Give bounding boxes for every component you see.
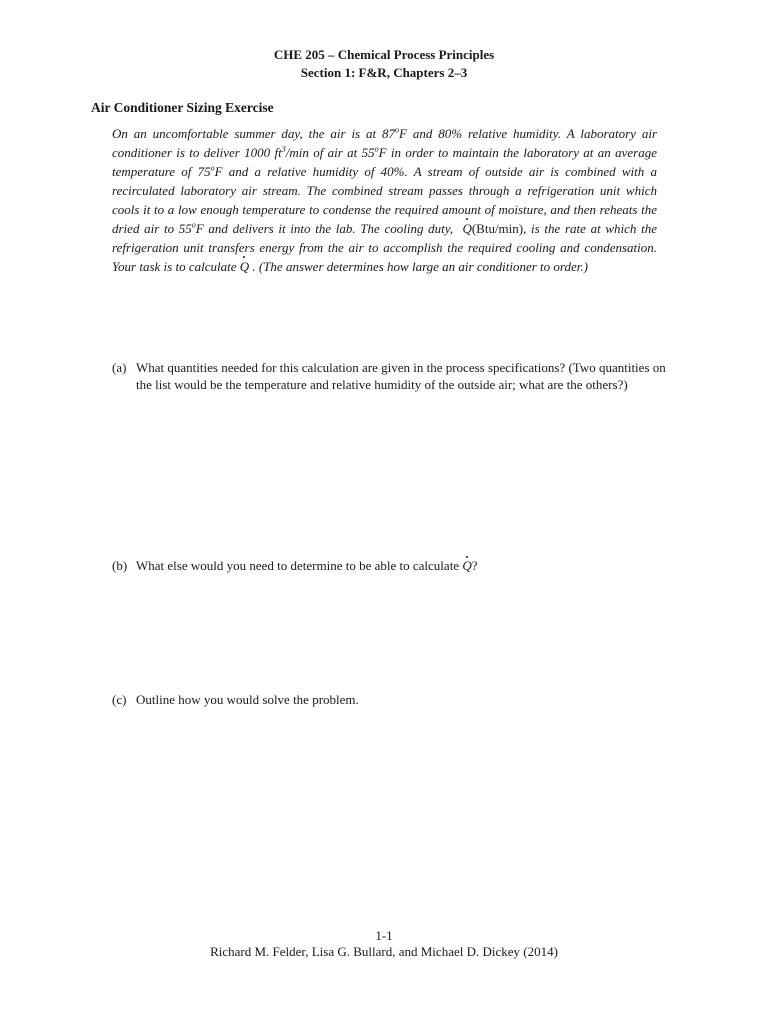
section-title-header: Section 1: F&R, Chapters 2–3	[300, 65, 468, 80]
question-a-text: What quantities needed for this calculation are given in the process specifications? (Two quantities on the list would be the temperature and relative humidity of the outside air; what are the others?)	[136, 360, 666, 392]
page-header	[0, 46, 768, 82]
course-title: CHE 205 – Chemical Process Principles	[273, 47, 495, 62]
question-b-text-start: What else would you need to determine to be able to calculate	[136, 558, 460, 573]
problem-text: /min of air at 55	[285, 145, 375, 160]
degree-sign: o	[374, 144, 379, 154]
problem-text: F in order to maintain the laboratory at an average temperature of 75	[112, 145, 657, 179]
problem-text: F and a relative humidity of 40%. A stream of outside air is combined with a recirculated laboratory air stream. The combined stream passes through a refrigeration unit which cools it to a low enough temperature to condense the required amount of moisture, and then reheats the dried air to 55	[112, 164, 658, 236]
problem-text: . (The answer determines how large an air conditioner to order.)	[252, 259, 588, 274]
degree-sign: o	[210, 163, 215, 173]
authors-credit: Richard M. Felder, Lisa G. Bullard, and Michael D. Dickey (2014)	[210, 944, 558, 959]
page-number: 1-1	[375, 928, 393, 943]
problem-text: On an uncomfortable summer day, the air is at 87	[112, 126, 396, 141]
problem-text: F and delivers it into the lab. The cooling duty,	[195, 221, 454, 236]
question-c	[112, 691, 672, 708]
question-a-label: (a)	[112, 360, 127, 375]
problem-statement	[112, 124, 657, 276]
exercise-title: Air Conditioner Sizing Exercise	[91, 100, 274, 115]
degree-sign: o	[191, 220, 196, 230]
q-dot-symbol: Q	[462, 221, 472, 236]
problem-text: is the rate at which the refrigeration unit transfers energy from the air to accomplish the required cooling and condensation. Your task is to calculate	[112, 221, 657, 274]
question-mark: ?	[471, 558, 478, 573]
cube-superscript: 3	[281, 144, 286, 154]
question-c-text: Outline how you would solve the problem.	[136, 692, 359, 707]
question-b-label: (b)	[112, 558, 128, 573]
problem-text: F and 80% relative humidity. A laboratory air conditioner is to deliver 1000 ft	[112, 126, 658, 160]
problem-units: (Btu/min),	[471, 221, 527, 236]
q-dot-symbol: Q	[462, 558, 472, 573]
question-b	[112, 557, 672, 574]
question-c-label: (c)	[112, 692, 127, 707]
q-dot-symbol: Q	[239, 259, 250, 274]
question-b-text	[136, 557, 672, 574]
question-a	[112, 359, 672, 393]
degree-sign: o	[395, 125, 400, 135]
